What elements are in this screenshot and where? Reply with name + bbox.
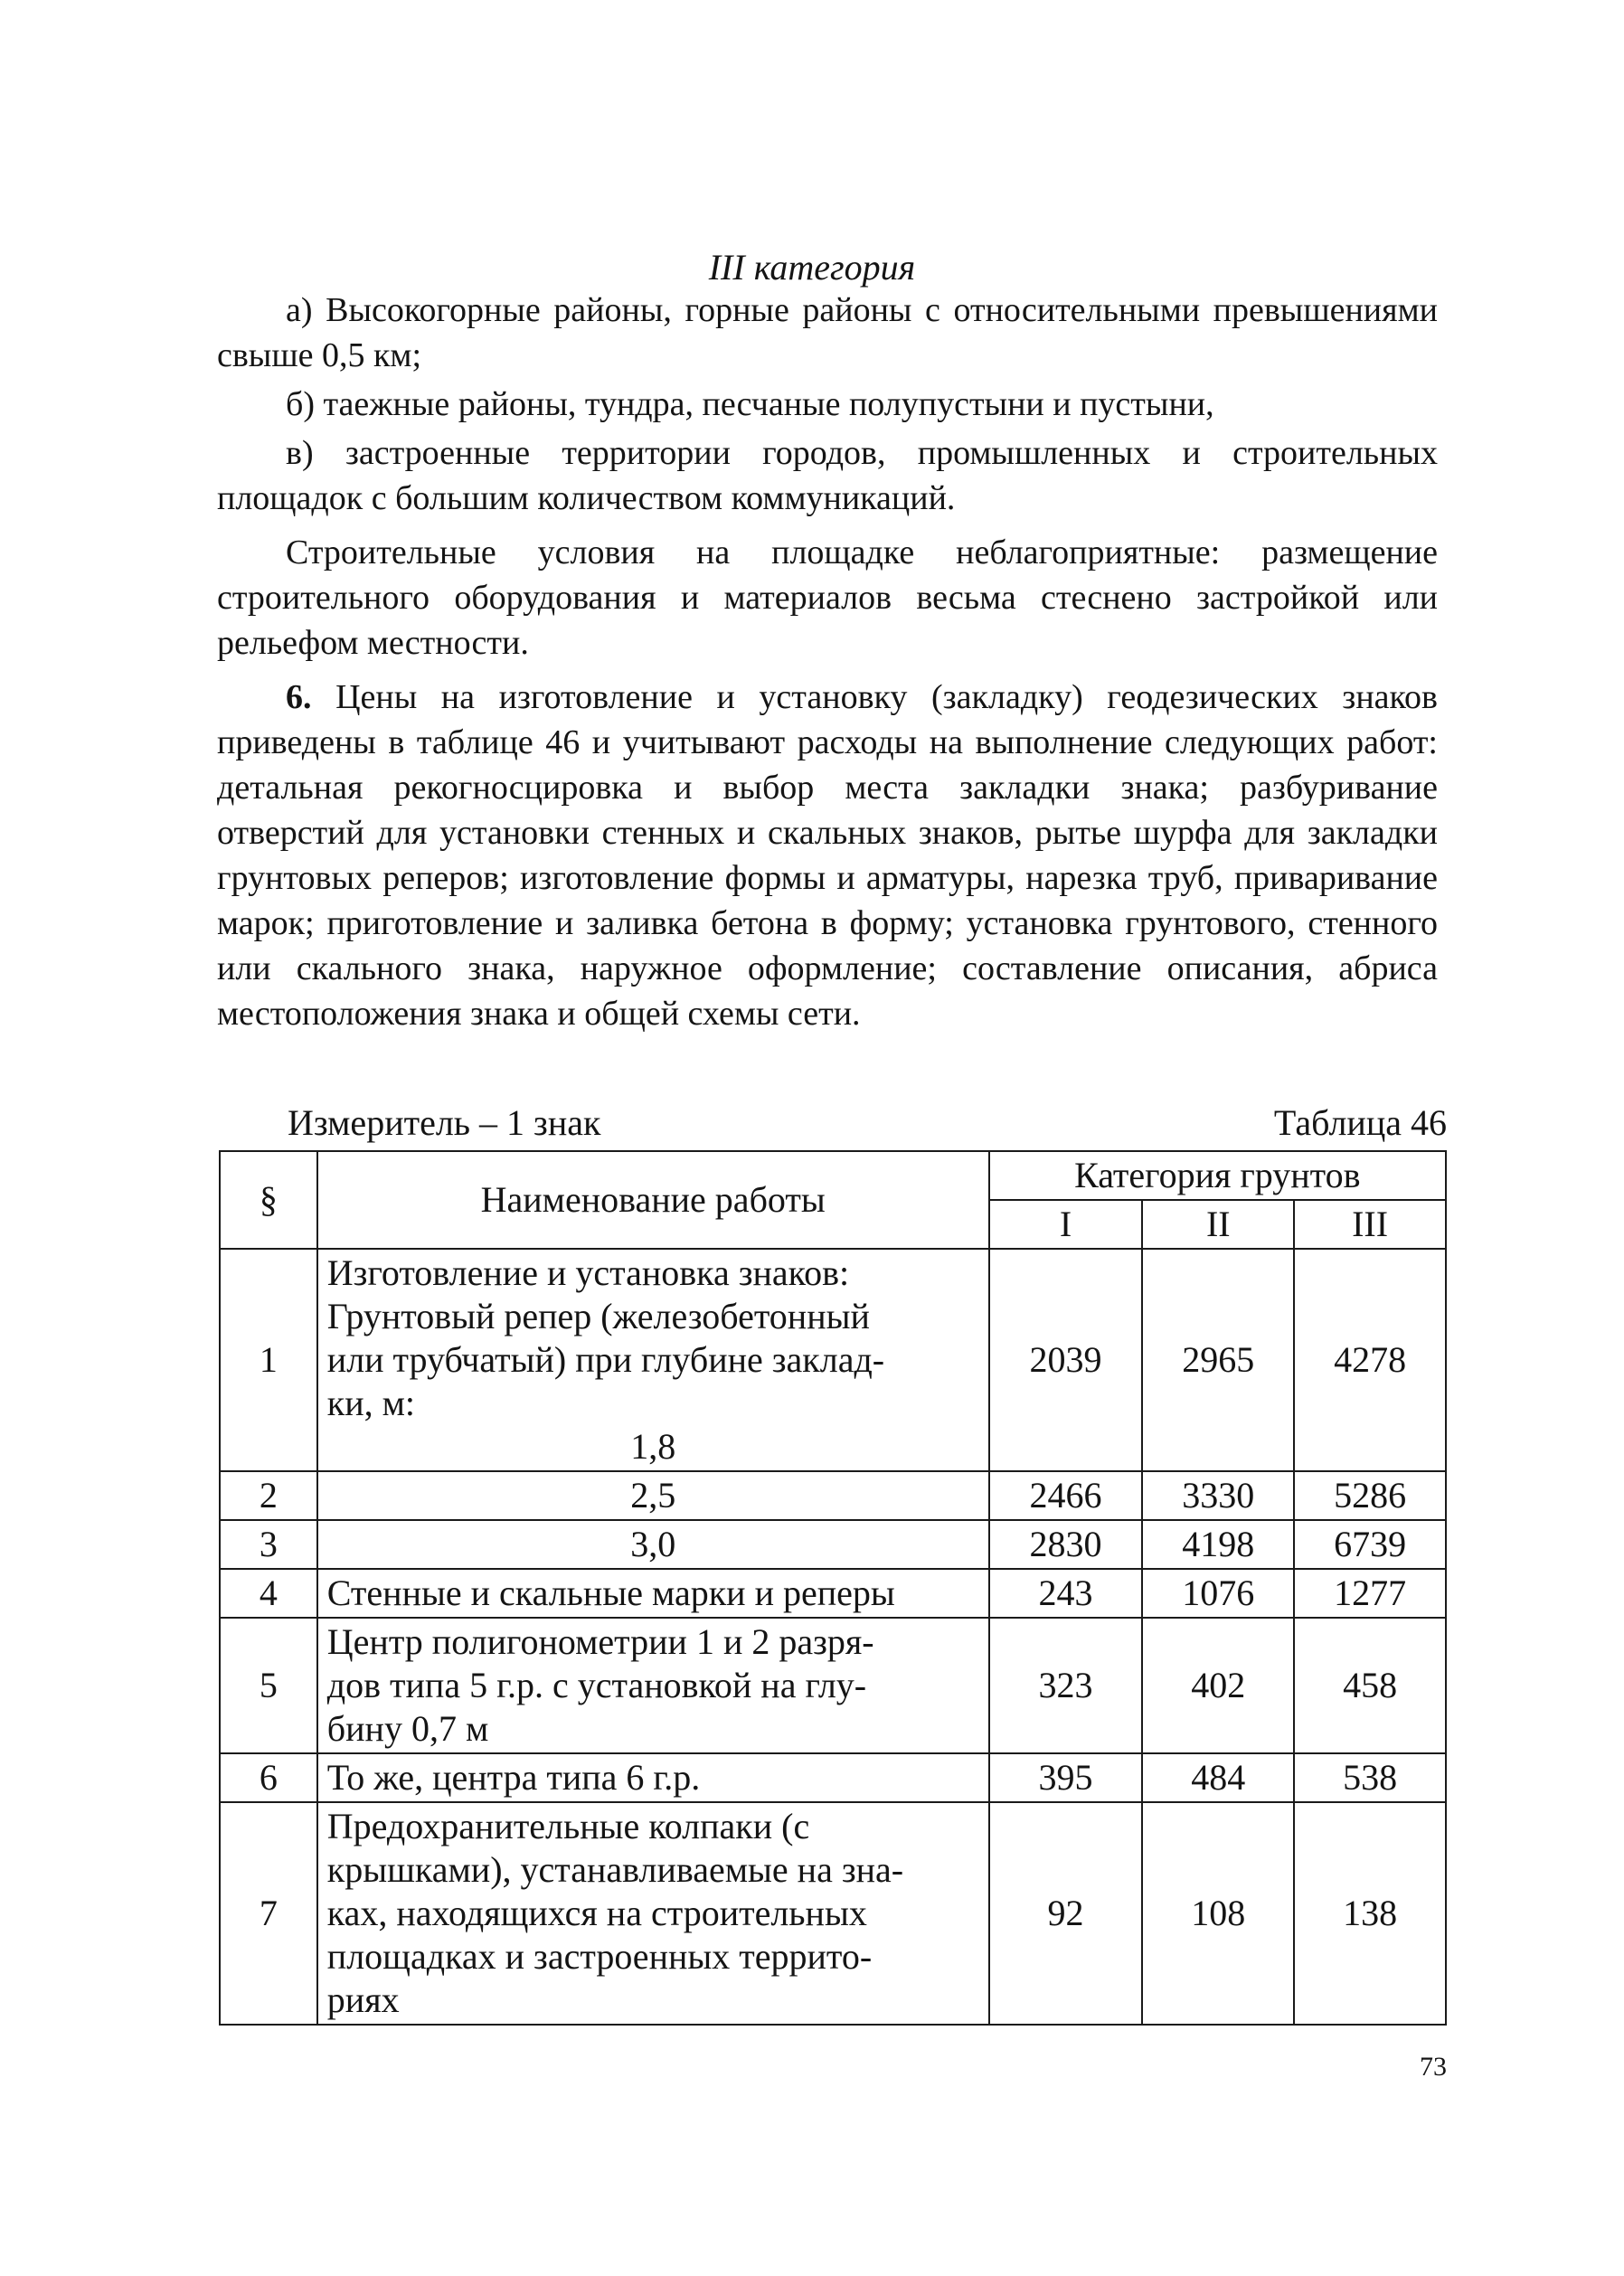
- value-cat-3: 4278: [1294, 1249, 1446, 1471]
- item-6-text: Цены на изготовление и установку (закладку) геодезических знаков приведены в таблице 46 и учитывают расходы на выполнение следующих работ: детальная рекогносцировка и выбор места закладки знака; разбуривание отверстий для установки стенных и скальных знаков, рытье шурфа для закладки грунтовых реперов; изготовление формы и арматуры, нарезка труб, приваривание марок; приготовление и заливка бетона в форму; установка грунтового, стенного или скального знака, наружное оформление; составление описания, абриса местоположения знака и общей схемы сети.: [217, 678, 1438, 1033]
- header-category: Категория грунтов: [989, 1151, 1446, 1200]
- value-cat-1: 92: [989, 1802, 1143, 2025]
- row-name-line: бину 0,7 м: [326, 1708, 489, 1749]
- value-cat-3: 5286: [1294, 1471, 1446, 1520]
- row-name-line: площадках и застроенных террито-: [326, 1936, 873, 1977]
- section-heading: III категория: [708, 247, 916, 288]
- value-cat-1: 2830: [989, 1520, 1143, 1569]
- row-name: То же, центра типа 6 г.р.: [317, 1753, 989, 1802]
- row-name: 2,5: [317, 1471, 989, 1520]
- value-cat-2: 484: [1142, 1753, 1294, 1802]
- value-cat-2: 402: [1142, 1618, 1294, 1753]
- value-cat-2: 1076: [1142, 1569, 1294, 1618]
- row-name: Стенные и скальные марки и реперы: [317, 1569, 989, 1618]
- row-number: 5: [220, 1618, 317, 1753]
- row-name-line: Центр полигонометрии 1 и 2 разря-: [326, 1621, 874, 1662]
- header-name: Наименование работы: [317, 1151, 989, 1249]
- row-number: 3: [220, 1520, 317, 1569]
- value-cat-3: 538: [1294, 1753, 1446, 1802]
- row-name-line: дов типа 5 г.р. с установкой на глу-: [326, 1665, 867, 1705]
- value-cat-2: 4198: [1142, 1520, 1294, 1569]
- table-row: [220, 1802, 1446, 2025]
- group-title-line: Изготовление и установка знаков:: [326, 1252, 850, 1293]
- row-name-line: Предохранительные колпаки (с: [326, 1806, 810, 1846]
- row-name: [317, 1618, 989, 1753]
- body-text: [217, 288, 1438, 1040]
- row-name: 3,0: [317, 1520, 989, 1569]
- table-row: [220, 1569, 1446, 1618]
- group-title-line: ки, м:: [326, 1383, 416, 1423]
- row-number: 7: [220, 1802, 317, 2025]
- paragraph-b: б) таежные районы, тундра, песчаные полупустыни и пустыни,: [286, 385, 1214, 423]
- row-name-line: риях: [326, 1979, 400, 2020]
- value-cat-1: 2466: [989, 1471, 1143, 1520]
- value-cat-1: 323: [989, 1618, 1143, 1753]
- paragraph-a: а) Высокогорные районы, горные районы с относительными превышениями свыше 0,5 км;: [217, 291, 1438, 374]
- row-number: 6: [220, 1753, 317, 1802]
- depth-value: 1,8: [630, 1426, 676, 1467]
- row-number: 1: [220, 1249, 317, 1471]
- header-cat-3: III: [1294, 1200, 1446, 1249]
- paragraph-item-6: [217, 675, 1438, 1036]
- value-cat-3: 6739: [1294, 1520, 1446, 1569]
- paragraph-conditions: Строительные условия на площадке неблагоприятные: размещение строительного оборудования и материалов весьма стеснено застройкой или рельефом местности.: [217, 534, 1438, 662]
- table-row: [220, 1618, 1446, 1753]
- table-row: [220, 1471, 1446, 1520]
- group-title-line: или трубчатый) при глубине заклад-: [326, 1339, 885, 1380]
- row-name-line: крышками), устанавливаемые на зна-: [326, 1849, 904, 1890]
- value-cat-3: 458: [1294, 1618, 1446, 1753]
- table-header-row: [220, 1151, 1446, 1200]
- header-cat-2: II: [1142, 1200, 1294, 1249]
- row-number: 2: [220, 1471, 317, 1520]
- table-caption: [288, 1101, 1447, 1145]
- row-name: [317, 1802, 989, 2025]
- price-table: [219, 1150, 1447, 2026]
- value-cat-2: 2965: [1142, 1249, 1294, 1471]
- table-label: Таблица 46: [1273, 1102, 1447, 1143]
- value-cat-1: 2039: [989, 1249, 1143, 1471]
- page-number: 73: [1420, 2052, 1447, 2082]
- value-cat-1: 243: [989, 1569, 1143, 1618]
- table-row: [220, 1520, 1446, 1569]
- value-cat-2: 3330: [1142, 1471, 1294, 1520]
- table-row: [220, 1753, 1446, 1802]
- row-name-line: ках, находящихся на строительных: [326, 1893, 867, 1933]
- group-title-line: Грунтовый репер (железобетонный: [326, 1296, 870, 1336]
- table-row: [220, 1249, 1446, 1471]
- table-meter: Измеритель – 1 знак: [288, 1102, 601, 1143]
- item-6-number: 6.: [286, 678, 312, 716]
- header-cat-1: I: [989, 1200, 1143, 1249]
- value-cat-3: 138: [1294, 1802, 1446, 2025]
- row-number: 4: [220, 1569, 317, 1618]
- value-cat-1: 395: [989, 1753, 1143, 1802]
- header-section: §: [220, 1151, 317, 1249]
- row-name: [317, 1249, 989, 1471]
- value-cat-3: 1277: [1294, 1569, 1446, 1618]
- value-cat-2: 108: [1142, 1802, 1294, 2025]
- paragraph-c: в) застроенные территории городов, промышленных и строительных площадок с большим количеством коммуникаций.: [217, 434, 1438, 517]
